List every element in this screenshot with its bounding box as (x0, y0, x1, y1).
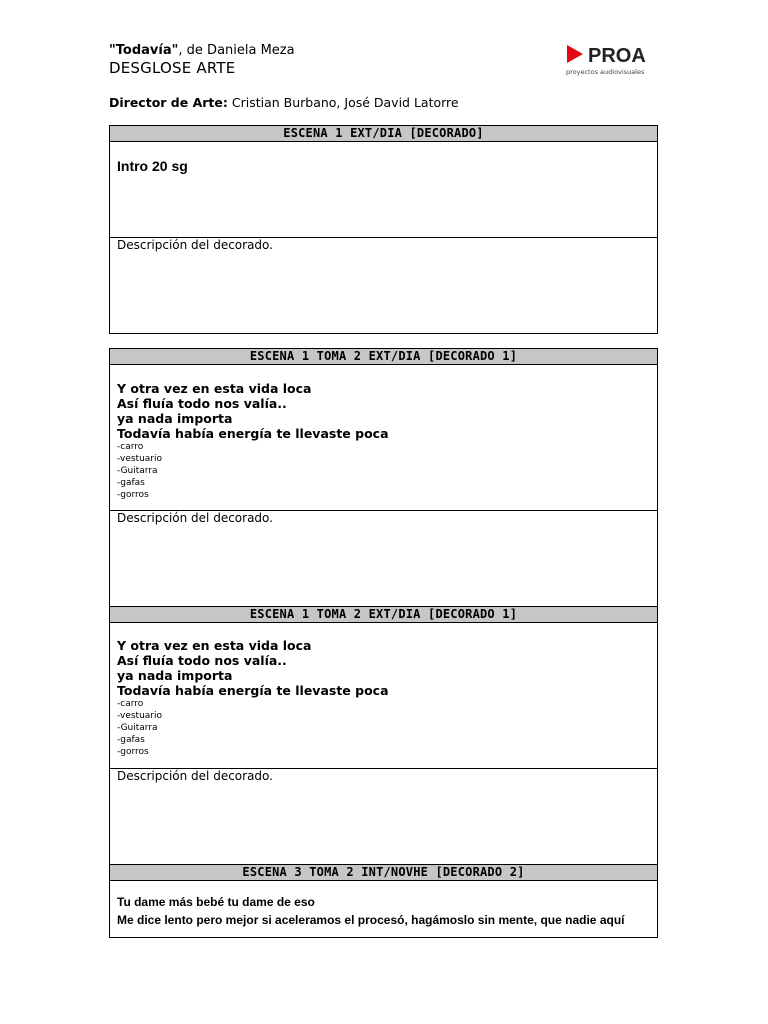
scene-description (110, 511, 657, 607)
prop-item: -carro (117, 699, 144, 709)
lyric-line: ya nada importa (117, 668, 233, 683)
director-value: Cristian Burbano, José David Latorre (227, 95, 459, 110)
play-triangle-icon (566, 43, 656, 67)
scene-description (110, 238, 657, 253)
scene-heading: ESCENA 3 TOMA 2 INT/NOVHE [DECORADO 2] (110, 865, 657, 881)
prop-item: -gorros (117, 747, 149, 757)
description-text: Descripción del decorado. (117, 511, 273, 525)
description-text: Descripción del decorado. (117, 238, 273, 252)
prop-item: -vestuario (117, 711, 163, 721)
prop-item: -Guitarra (117, 723, 158, 733)
prop-item: -Guitarra (117, 466, 158, 476)
scene-content (110, 623, 657, 769)
intro-text: Intro 20 sg (117, 158, 188, 174)
prop-item: -gafas (117, 478, 145, 488)
document-title (109, 43, 295, 59)
prop-item: -gorros (117, 490, 149, 500)
lyric-line: Me dice lento pero mejor si aceleramos el procesó, hagámoslo sin mente, que nadie aquí (117, 913, 625, 927)
lyric-line: Y otra vez en esta vida loca (117, 381, 312, 396)
scene-box-1 (109, 125, 658, 334)
logo-text: PROA (588, 45, 646, 67)
scene-description (110, 769, 657, 865)
lyric-line: Así fluía todo nos valía.. (117, 396, 287, 411)
author: , de Daniela Meza (178, 43, 295, 58)
scene-heading: ESCENA 1 TOMA 2 EXT/DIA [DECORADO 1] (110, 349, 657, 365)
scene-content (110, 881, 657, 939)
logo-subtitle: proyectos audiovisuales (566, 68, 645, 76)
description-text: Descripción del decorado. (117, 769, 273, 783)
lyric-line: Así fluía todo nos valía.. (117, 653, 287, 668)
song-title: "Todavía" (109, 43, 179, 58)
director-line (109, 95, 459, 111)
scene-content (110, 365, 657, 511)
lyric-line: Tu dame más bebé tu dame de eso (117, 895, 315, 909)
lyric-line: Todavía había energía te llevaste poca (117, 426, 389, 441)
scene-content (110, 142, 657, 238)
lyric-line: Y otra vez en esta vida loca (117, 638, 312, 653)
scene-box-2 (109, 348, 658, 938)
lyric-line: ya nada importa (117, 411, 233, 426)
prop-item: -vestuario (117, 454, 163, 464)
proa-logo (566, 43, 656, 79)
lyric-line: Todavía había energía te llevaste poca (117, 683, 389, 698)
scene-heading: ESCENA 1 TOMA 2 EXT/DIA [DECORADO 1] (110, 607, 657, 623)
prop-item: -carro (117, 442, 144, 452)
document-subtitle: DESGLOSE ARTE (109, 59, 236, 77)
prop-item: -gafas (117, 735, 145, 745)
scene-heading: ESCENA 1 EXT/DIA [DECORADO] (110, 126, 657, 142)
director-label: Director de Arte: (109, 95, 228, 110)
